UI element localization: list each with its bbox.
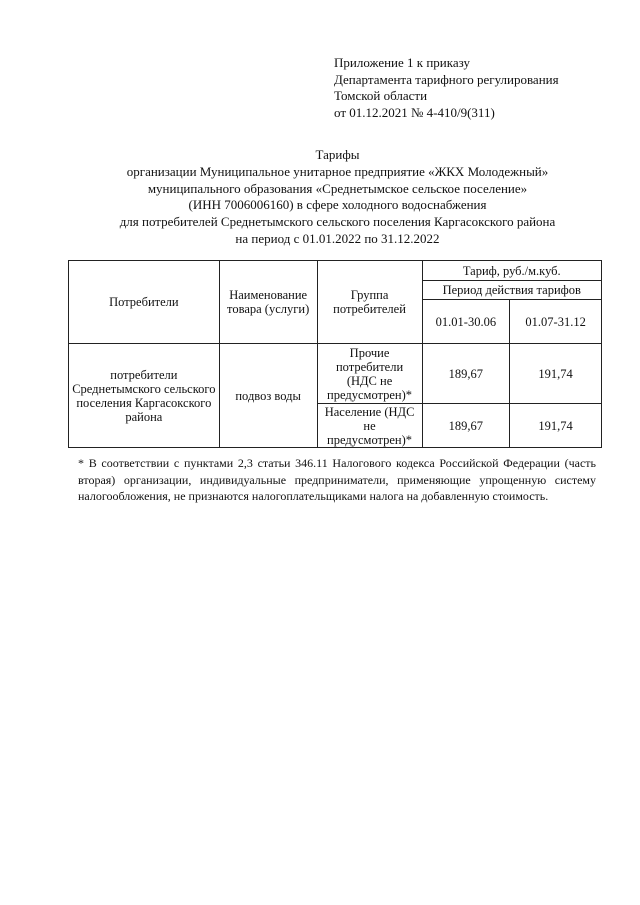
footnote: * В соответствии с пунктами 2,3 статьи 346.11 Налогового кодекса Российской Федерации (часть вторая) организации, индивидуальные предприниматели, применяющие упрощенную систему налогообложения, не признаются налогоплательщиками налога на добавленную стоимость. <box>78 456 596 504</box>
header-product: Наименование товара (услуги) <box>219 261 317 344</box>
title-line-2: организации Муниципальное унитарное предприятие «ЖКХ Молодежный» <box>126 163 549 179</box>
title-line-3: муниципального образования «Среднетымское сельское поселение» <box>147 180 528 196</box>
title-line-5: для потребителей Среднетымского сельского поселения Каргасокского района <box>119 214 556 230</box>
title-line-6: на период с 01.01.2022 по 31.12.2022 <box>235 230 440 246</box>
group-cell: Прочие потребители (НДС не предусмотрен)* <box>317 344 422 404</box>
value-cell: 191,74 <box>510 344 602 404</box>
appendix-line-3: Томской области <box>334 88 428 103</box>
header-consumers: Потребители <box>69 261 220 344</box>
header-tariff: Тариф, руб./м.куб. <box>422 261 602 281</box>
header-period: Период действия тарифов <box>422 281 602 300</box>
title-line-1: Тарифы <box>315 147 360 162</box>
header-period-2: 01.07-31.12 <box>510 300 602 344</box>
value-cell: 189,67 <box>422 404 510 448</box>
value-cell: 191,74 <box>510 404 602 448</box>
document-title <box>60 147 615 248</box>
value-cell: 189,67 <box>422 344 510 404</box>
title-line-4: (ИНН 7006006160) в сфере холодного водоснабжения <box>188 197 487 213</box>
consumers-cell: потребители Среднетымского сельского поселения Каргасокского района <box>69 344 220 448</box>
appendix-line-4: от 01.12.2021 № 4-410/9(311) <box>334 104 495 120</box>
table-row <box>69 344 602 404</box>
group-cell: Население (НДС не предусмотрен)* <box>317 404 422 448</box>
appendix-header <box>334 55 559 121</box>
tariffs-table <box>68 260 602 448</box>
header-period-1: 01.01-30.06 <box>422 300 510 344</box>
appendix-line-1: Приложение 1 к приказу <box>334 55 471 70</box>
product-cell: подвоз воды <box>219 344 317 448</box>
header-group: Группа потребителей <box>317 261 422 344</box>
appendix-line-2: Департамента тарифного регулирования <box>334 71 559 87</box>
